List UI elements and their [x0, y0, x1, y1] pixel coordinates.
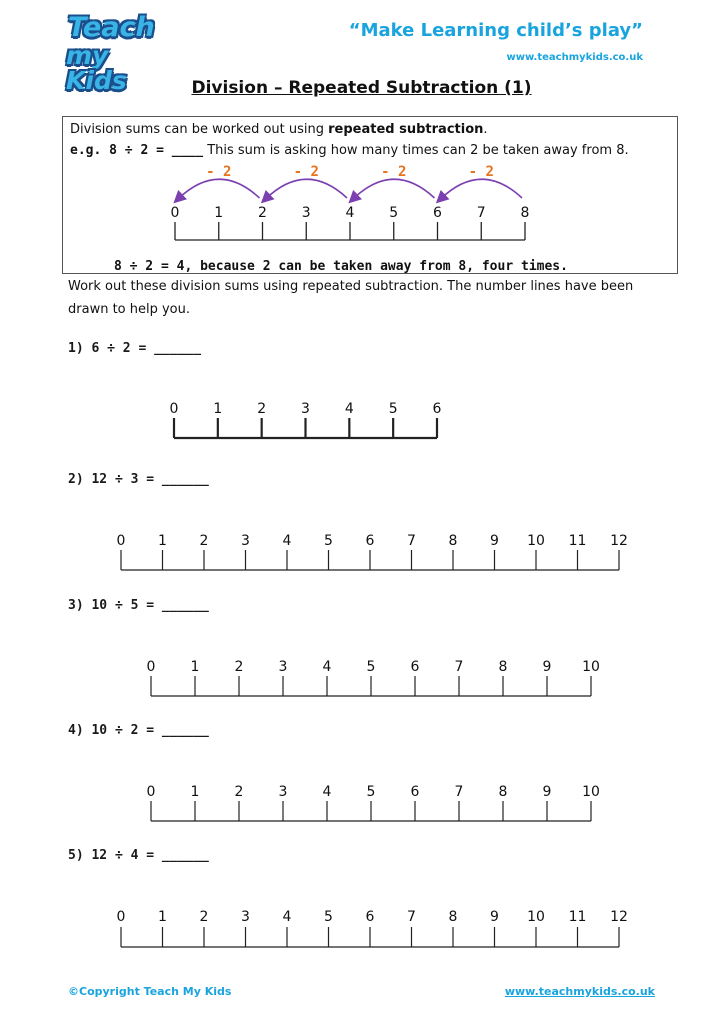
copyright-text: ©Copyright Teach My Kids: [68, 985, 232, 998]
logo-line-2: my Kids: [66, 41, 127, 95]
tagline: “Make Learning child’s play”: [348, 20, 643, 41]
example-intro-text: Division sums can be worked out using: [70, 122, 329, 137]
tick-label-6: 6: [433, 205, 442, 221]
tick-label-12: 12: [610, 533, 628, 549]
tick-label-5: 5: [388, 401, 398, 417]
tick-label-1: 1: [214, 205, 224, 221]
hop-label-3: - 2: [381, 164, 407, 180]
example-conclusion: 8 ÷ 2 = 4, because 2 can be taken away from 8, four times.: [114, 259, 568, 274]
tick-label-9: 9: [490, 533, 499, 549]
page-title: Division – Repeated Subtraction (1): [191, 78, 532, 98]
tick-label-0: 0: [170, 205, 180, 221]
tick-label-1: 1: [213, 401, 223, 417]
tick-label-10: 10: [527, 533, 545, 549]
tick-label-11: 11: [568, 909, 587, 925]
header-url[interactable]: www.teachmykids.co.uk: [506, 52, 643, 63]
question-1: 1) 6 ÷ 2 = ______: [68, 341, 202, 356]
tick-label-4: 4: [344, 401, 354, 417]
question-5: 5) 12 ÷ 4 = ______: [68, 848, 209, 863]
tick-label-8: 8: [448, 909, 458, 925]
tick-label-6: 6: [410, 784, 420, 800]
tick-label-5: 5: [389, 205, 399, 221]
tick-label-1: 1: [158, 909, 167, 925]
example-intro-bold: repeated subtraction: [328, 122, 484, 137]
tick-label-1: 1: [190, 659, 200, 675]
tick-label-2: 2: [234, 784, 244, 800]
hop-label-4: - 2: [468, 164, 494, 180]
tick-label-8: 8: [520, 205, 530, 221]
tick-label-3: 3: [301, 401, 310, 417]
tick-label-7: 7: [454, 784, 464, 800]
question-4: 4) 10 ÷ 2 = ______: [68, 723, 209, 738]
question-3: 3) 10 ÷ 5 = ______: [68, 598, 209, 613]
tick-label-6: 6: [365, 533, 375, 549]
tick-label-8: 8: [498, 659, 508, 675]
tick-label-4: 4: [322, 659, 332, 675]
tick-label-1: 1: [158, 533, 167, 549]
tick-label-2: 2: [257, 401, 267, 417]
tick-label-4: 4: [282, 533, 292, 549]
tick-label-3: 3: [278, 659, 288, 675]
tick-label-4: 4: [282, 909, 292, 925]
tick-label-11: 11: [568, 533, 587, 549]
tick-label-2: 2: [234, 659, 244, 675]
tick-label-6: 6: [432, 401, 442, 417]
tick-label-8: 8: [448, 533, 458, 549]
tick-label-9: 9: [542, 659, 552, 675]
tick-label-1: 1: [190, 784, 200, 800]
tick-label-12: 12: [610, 909, 628, 925]
tick-label-9: 9: [542, 784, 552, 800]
tick-label-7: 7: [407, 533, 416, 549]
tick-label-9: 9: [490, 909, 499, 925]
instructions-line-2: drawn to help you.: [68, 302, 191, 317]
tick-label-7: 7: [476, 205, 486, 221]
tick-label-3: 3: [301, 205, 311, 221]
example-eg-text: This sum is asking how many times can 2 be taken away from 8.: [203, 143, 629, 158]
tick-label-7: 7: [407, 909, 416, 925]
tick-label-3: 3: [241, 909, 250, 925]
tick-label-2: 2: [199, 533, 209, 549]
hop-label-1: - 2: [206, 164, 232, 180]
tick-label-10: 10: [582, 659, 600, 675]
tick-label-4: 4: [345, 205, 355, 221]
tick-label-2: 2: [258, 205, 267, 221]
instructions-line-1: Work out these division sums using repeated subtraction. The number lines have been: [68, 279, 634, 294]
tick-label-10: 10: [527, 909, 545, 925]
tick-label-2: 2: [199, 909, 209, 925]
tick-label-5: 5: [366, 659, 376, 675]
tick-label-0: 0: [116, 533, 126, 549]
tick-label-4: 4: [322, 784, 332, 800]
example-eg-label: e.g. 8 ÷ 2 = ____: [70, 143, 204, 158]
tick-label-5: 5: [366, 784, 376, 800]
tick-label-5: 5: [324, 533, 333, 549]
logo-line-1: Teach: [68, 12, 155, 43]
footer-url-link[interactable]: www.teachmykids.co.uk: [504, 985, 655, 998]
tick-label-0: 0: [146, 659, 156, 675]
tick-label-10: 10: [582, 784, 600, 800]
tick-label-6: 6: [410, 659, 420, 675]
example-intro-end: .: [483, 122, 488, 137]
question-2: 2) 12 ÷ 3 = ______: [68, 472, 209, 487]
tick-label-0: 0: [116, 909, 126, 925]
tick-label-8: 8: [498, 784, 508, 800]
hop-label-2: - 2: [293, 164, 319, 180]
tick-label-6: 6: [365, 909, 375, 925]
tick-label-3: 3: [241, 533, 250, 549]
tick-label-3: 3: [278, 784, 288, 800]
tick-label-5: 5: [324, 909, 333, 925]
tick-label-7: 7: [454, 659, 464, 675]
tick-label-0: 0: [169, 401, 179, 417]
tick-label-0: 0: [146, 784, 156, 800]
